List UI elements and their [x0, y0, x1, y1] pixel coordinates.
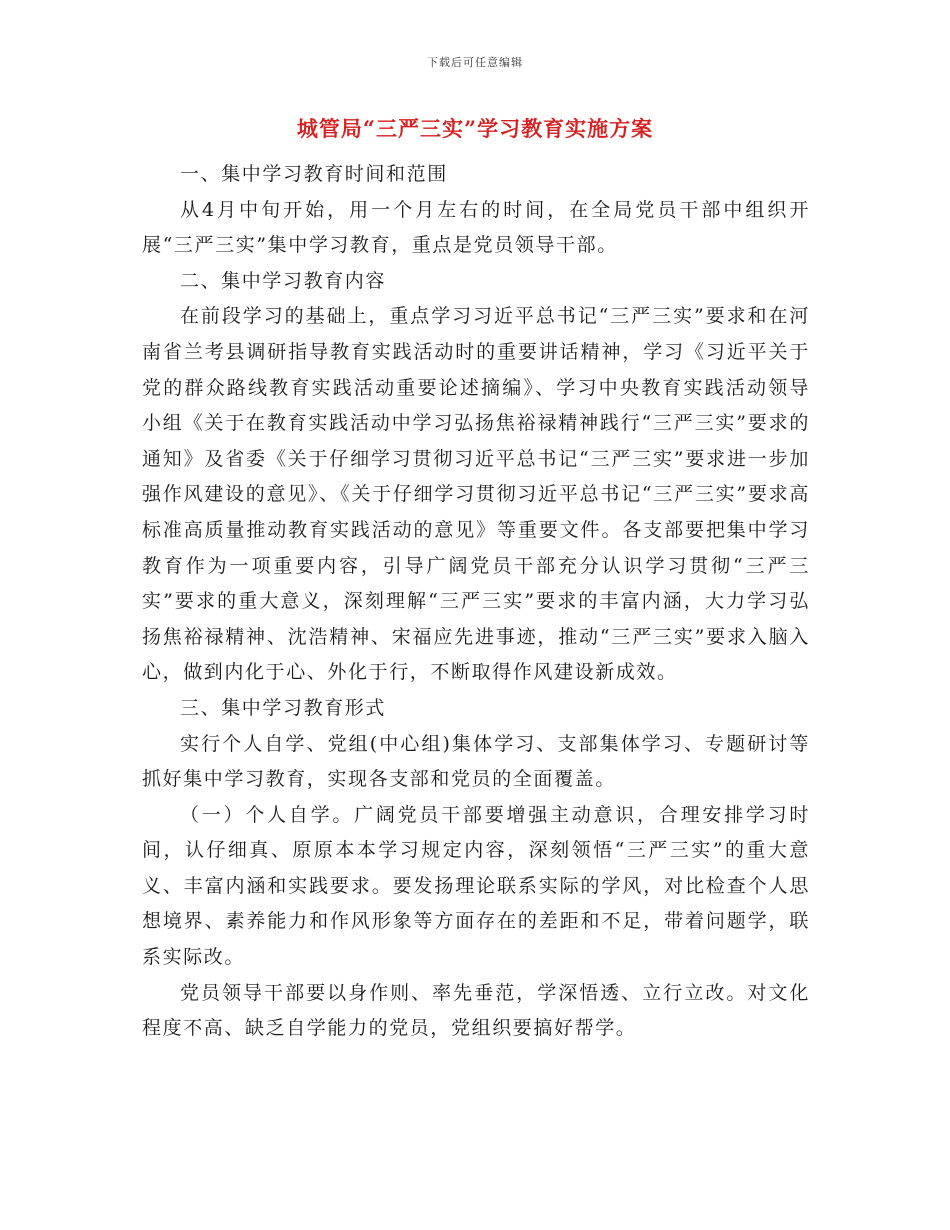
section-heading-3: 三、集中学习教育形式 — [180, 696, 387, 719]
paragraph-time-scope: 从4月中旬开始，用一个月左右的时间，在全局党员干部中组织开展“三严三实”集中学习教育，重点是党员领导干部。 — [142, 198, 810, 257]
section-heading-2: 二、集中学习教育内容 — [180, 269, 387, 292]
document-title: 城管局“三严三实”学习教育实施方案 — [296, 116, 654, 141]
header-note: 下载后可任意编辑 — [427, 56, 523, 69]
document-body — [142, 157, 810, 1047]
paragraph-content: 在前段学习的基础上，重点学习习近平总书记“三严三实”要求和在河南省兰考县调研指导教育实践活动时的重要讲话精神，学习《习近平关于党的群众路线教育实践活动重要论述摘编》、学习中央教育实践活动领导小组《关于在教育实践活动中学习弘扬焦裕禄精神践行“三严三实”要求的通知》及省委《关于仔细学习贯彻习近平总书记“三严三实”要求进一步加强作风建设的意见》、《关于仔细学习贯彻习近平总书记“三严三实”要求高标准高质量推动教育实践活动的意见》等重要文件。各支部要把集中学习教育作为一项重要内容，引导广阔党员干部充分认识学习贯彻“三严三实”要求的重大意义，深刻理解“三严三实”要求的丰富内涵，大力学习弘扬焦裕禄精神、沈浩精神、宋福应先进事迹，推动“三严三实”要求入脑入心，做到内化于心、外化于行，不断取得作风建设新成效。 — [142, 305, 810, 684]
paragraph-self-study: （一）个人自学。广阔党员干部要增强主动意识，合理安排学习时间，认仔细真、原原本本学习规定内容，深刻领悟“三严三实”的重大意义、丰富内涵和实践要求。要发扬理论联系实际的学风，对比检查个人思想境界、素养能力和作风形象等方面存在的差距和不足，带着问题学，联系实际改。 — [142, 803, 810, 969]
section-heading-1: 一、集中学习教育时间和范围 — [180, 163, 448, 185]
paragraph-leaders: 党员领导干部要以身作则、率先垂范，学深悟透、立行立改。对文化程度不高、缺乏自学能力的党员，党组织要搞好帮学。 — [142, 981, 810, 1040]
paragraph-form: 实行个人自学、党组(中心组)集体学习、支部集体学习、专题研讨等抓好集中学习教育，实现各支部和党员的全面覆盖。 — [142, 732, 810, 791]
